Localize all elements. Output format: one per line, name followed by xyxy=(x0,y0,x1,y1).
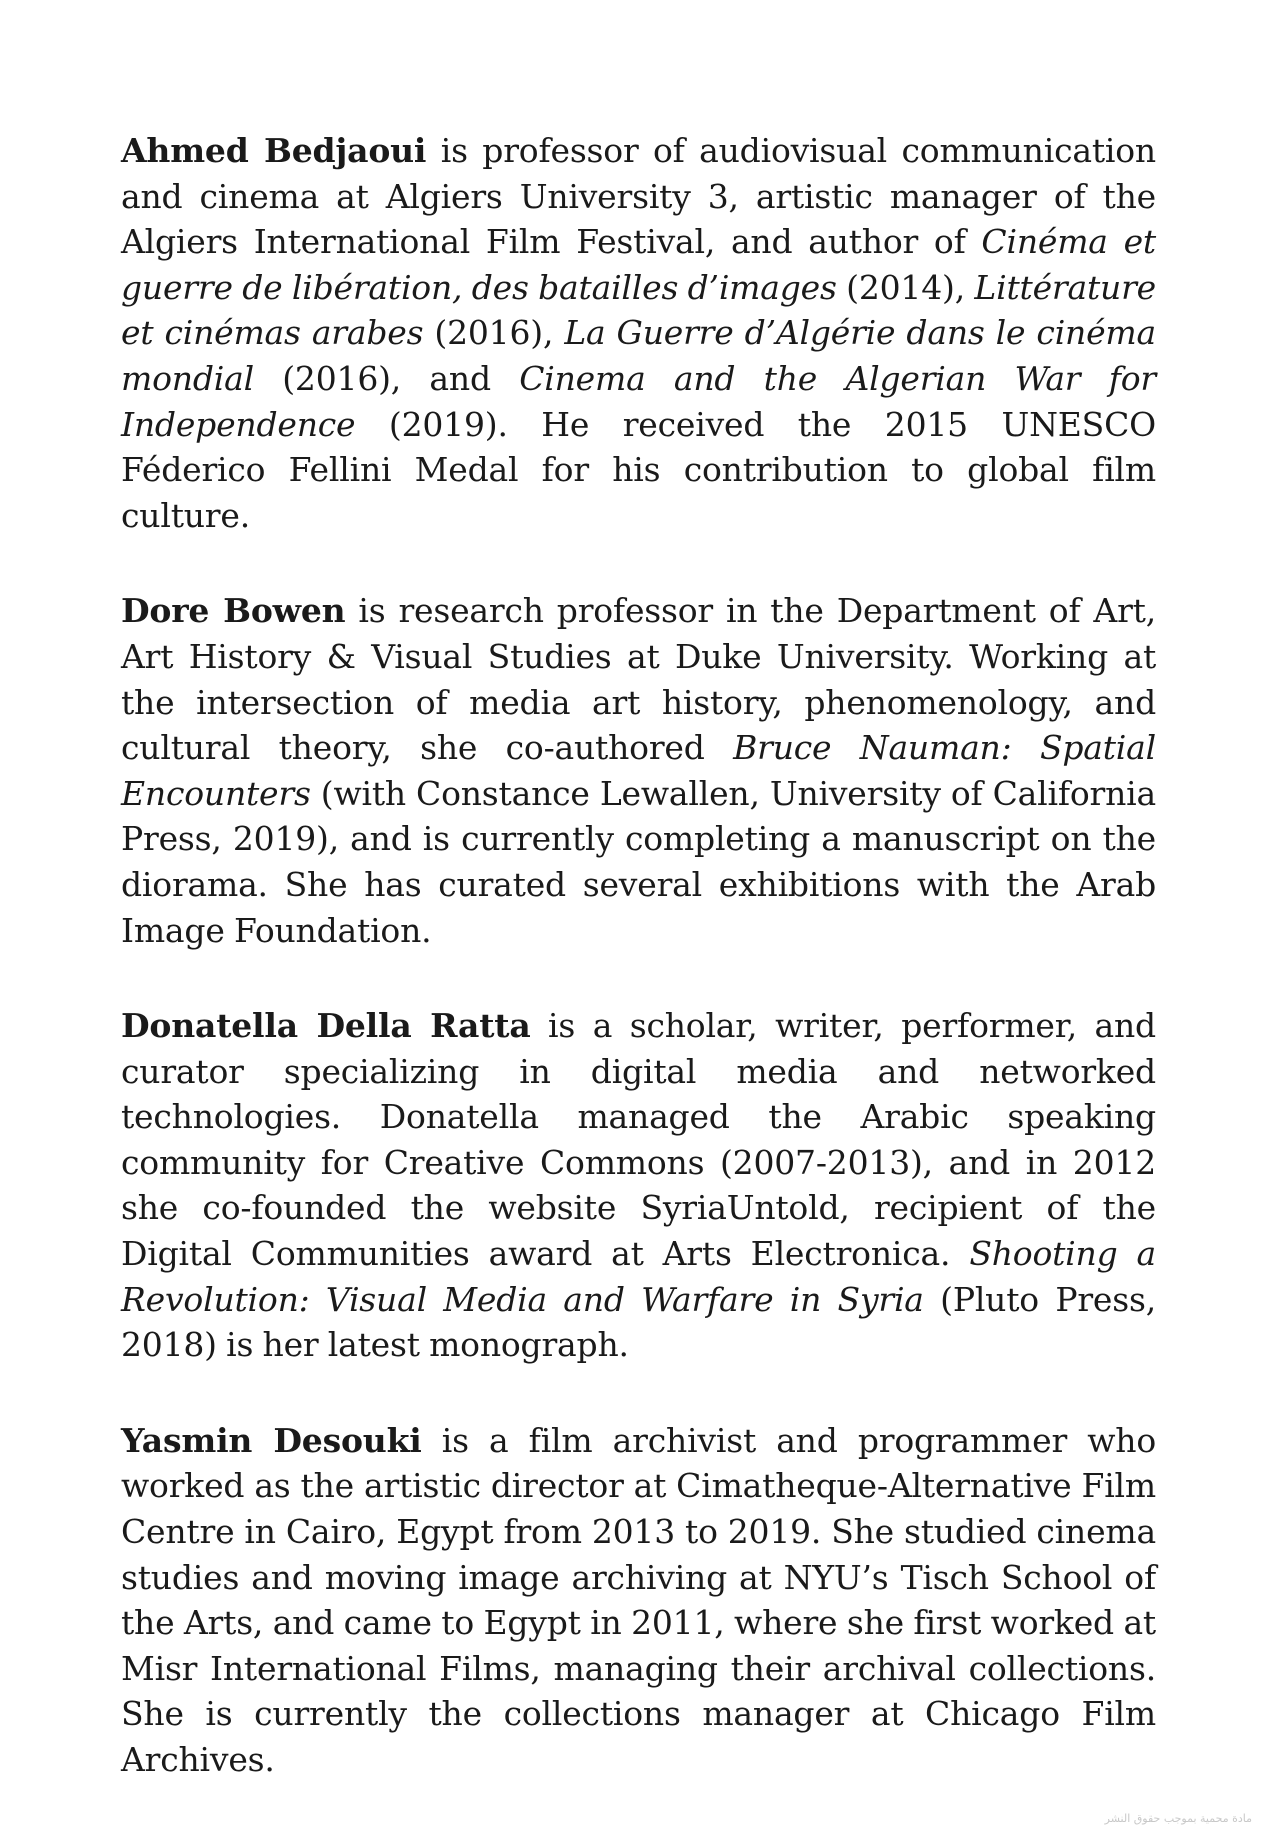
bio-paragraph xyxy=(121,1003,1156,1368)
book-title: Shooting a Revolution: Visual Media and Warfare in Syria xyxy=(121,1234,1156,1319)
author-name: Yasmin Desouki xyxy=(121,1420,422,1460)
bio-text: is research professor in the Department of Art, Art History & Visual Studies at Duke University. Working at the intersection of media art history, phenomenology, and cultural theory, she co-authored xyxy=(121,591,1156,768)
bio-text: (2014), xyxy=(836,267,975,307)
bio-paragraph xyxy=(121,1418,1156,1783)
author-name: Ahmed Bedjaoui xyxy=(121,131,427,170)
bio-text: (2016), and xyxy=(253,358,520,398)
bio-text: (Pluto Press, 2018) is her latest monograph. xyxy=(121,1279,1156,1365)
author-name: Donatella Della Ratta xyxy=(121,1006,531,1046)
bio-text: is a scholar, writer, performer, and curator specializing in digital media and networked technologies. Donatella managed the Arabic speaking community for Creative Commons (2007-2013), and in 2012 she co-founded the website SyriaUntold, recipient of the Digital Communities award at Arts Electronica. xyxy=(121,1006,1156,1274)
bio-text: is professor of audiovisual communication and cinema at Algiers University 3, artistic manager of the Algiers International Film Festival, and author of xyxy=(121,131,1156,262)
bio-paragraph xyxy=(121,128,1156,538)
bio-text: (with Constance Lewallen, University of California Press, 2019), and is currently completing a manuscript on the diorama. She has curated several exhibitions with the Arab Image Foundation. xyxy=(121,773,1156,950)
author-name: Dore Bowen xyxy=(121,591,346,631)
bio-text: is a film archivist and programmer who worked as the artistic director at Cimatheque-Alternative Film Centre in Cairo, Egypt from 2013 to 2019. She studied cinema studies and moving image archiving at NYU’s Tisch School of the Arts, and came to Egypt in 2011, where she first worked at Misr International Films, managing their archival collections. She is currently the collections manager at Chicago Film Archives. xyxy=(121,1420,1156,1779)
bio-paragraph xyxy=(121,588,1156,953)
bio-text: (2016), xyxy=(423,313,565,353)
copyright-watermark: مادة محمية بموجب حقوق النشر xyxy=(1104,1812,1252,1825)
document-page xyxy=(121,128,1156,1833)
book-title: Bruce Nauman: Spatial Encounters xyxy=(121,728,1156,813)
bio-text: (2019). He received the 2015 UNESCO Féderico Fellini Medal for his contribution to global film culture. xyxy=(121,404,1156,535)
book-title: La Guerre d’Algérie dans le cinéma mondial xyxy=(121,313,1156,398)
book-title: Cinéma et guerre de libération, des batailles d’images xyxy=(121,222,1156,307)
book-title: Littérature et cinémas arabes xyxy=(121,267,1156,353)
book-title: Cinema and the Algerian War for Independence xyxy=(121,358,1156,444)
